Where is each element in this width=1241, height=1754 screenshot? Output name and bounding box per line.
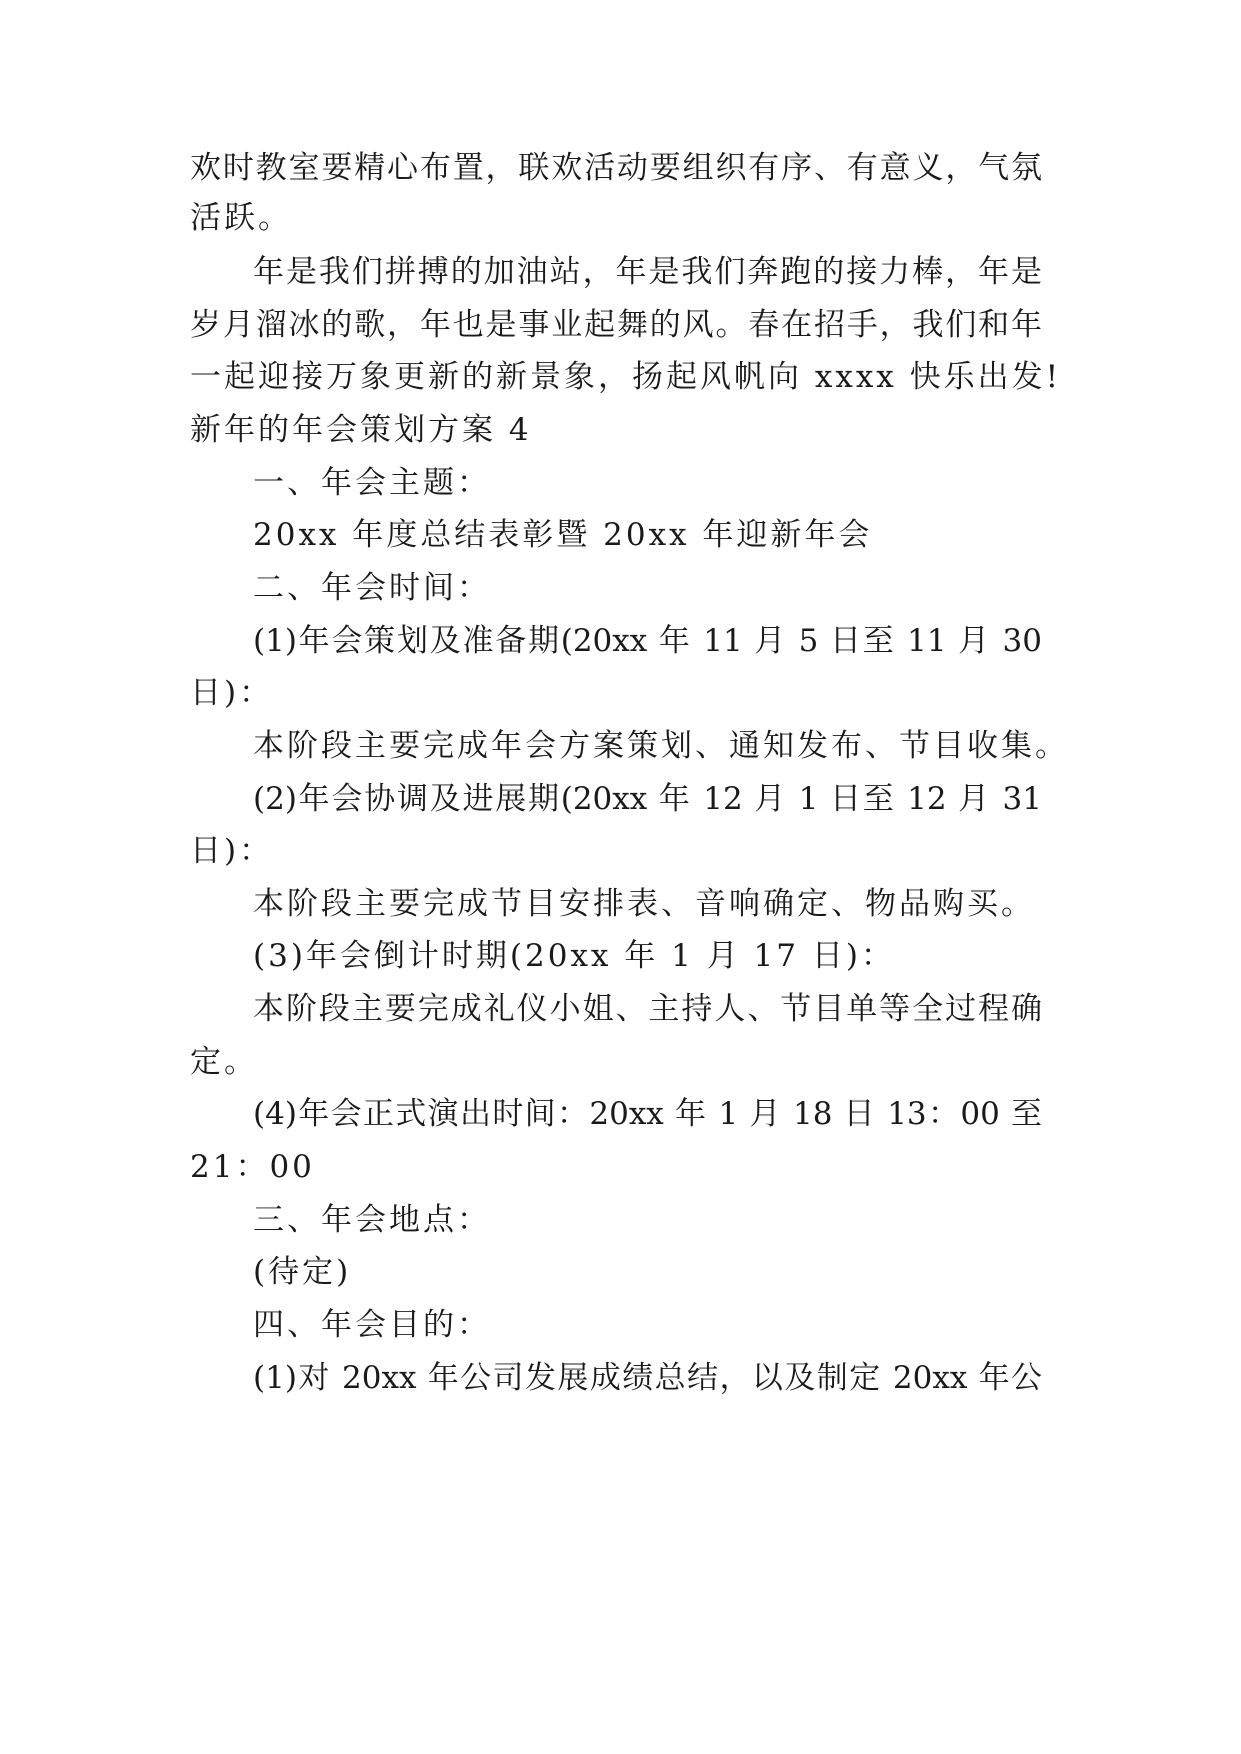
paragraph-line: 21：00 [190, 1149, 315, 1185]
heading-location: 三、年会地点： [253, 1202, 491, 1238]
paragraph-line: 年是我们拼搏的加油站，年是我们奔跑的接力棒，年是 [253, 254, 1042, 290]
paragraph-line: 20xx 年度总结表彰暨 20xx 年迎新年会 [253, 517, 873, 553]
paragraph-line: 本阶段主要完成节目安排表、音响确定、物品购买。 [253, 886, 1035, 922]
paragraph-line: (2)年会协调及进展期(20xx 年 12 月 1 日至 12 月 31 [253, 781, 1042, 817]
paragraph-line: 本阶段主要完成年会方案策划、通知发布、节目收集。 [253, 728, 1069, 764]
paragraph-line: 一起迎接万象更新的新景象，扬起风帆向 xxxx 快乐出发! [190, 359, 1062, 395]
heading-time: 二、年会时间： [253, 570, 491, 606]
paragraph-line: (1)年会策划及准备期(20xx 年 11 月 5 日至 11 月 30 [253, 623, 1042, 659]
paragraph-line: 日)： [190, 833, 274, 869]
paragraph-line: (3)年会倒计时期(20xx 年 1 月 17 日)： [253, 938, 895, 974]
heading-theme: 一、年会主题： [253, 465, 491, 501]
paragraph-line: 岁月溜冰的歌，年也是事业起舞的风。春在招手，我们和年 [190, 307, 1042, 343]
paragraph-line: 活跃。 [190, 200, 292, 236]
paragraph-line: 定。 [190, 1044, 258, 1080]
heading-purpose: 四、年会目的： [253, 1307, 491, 1343]
paragraph-line: (待定) [253, 1254, 352, 1290]
paragraph-line: 日)： [190, 675, 274, 711]
paragraph-line: 本阶段主要完成礼仪小姐、主持人、节目单等全过程确 [253, 991, 1042, 1027]
paragraph-line: (1)对 20xx 年公司发展成绩总结，以及制定 20xx 年公 [253, 1360, 1042, 1396]
paragraph-line: (4)年会正式演出时间：20xx 年 1 月 18 日 13：00 至 [253, 1096, 1042, 1132]
section-title: 新年的年会策划方案 4 [190, 412, 532, 448]
paragraph-line: 欢时教室要精心布置，联欢活动要组织有序、有意义，气氛 [190, 150, 1042, 186]
